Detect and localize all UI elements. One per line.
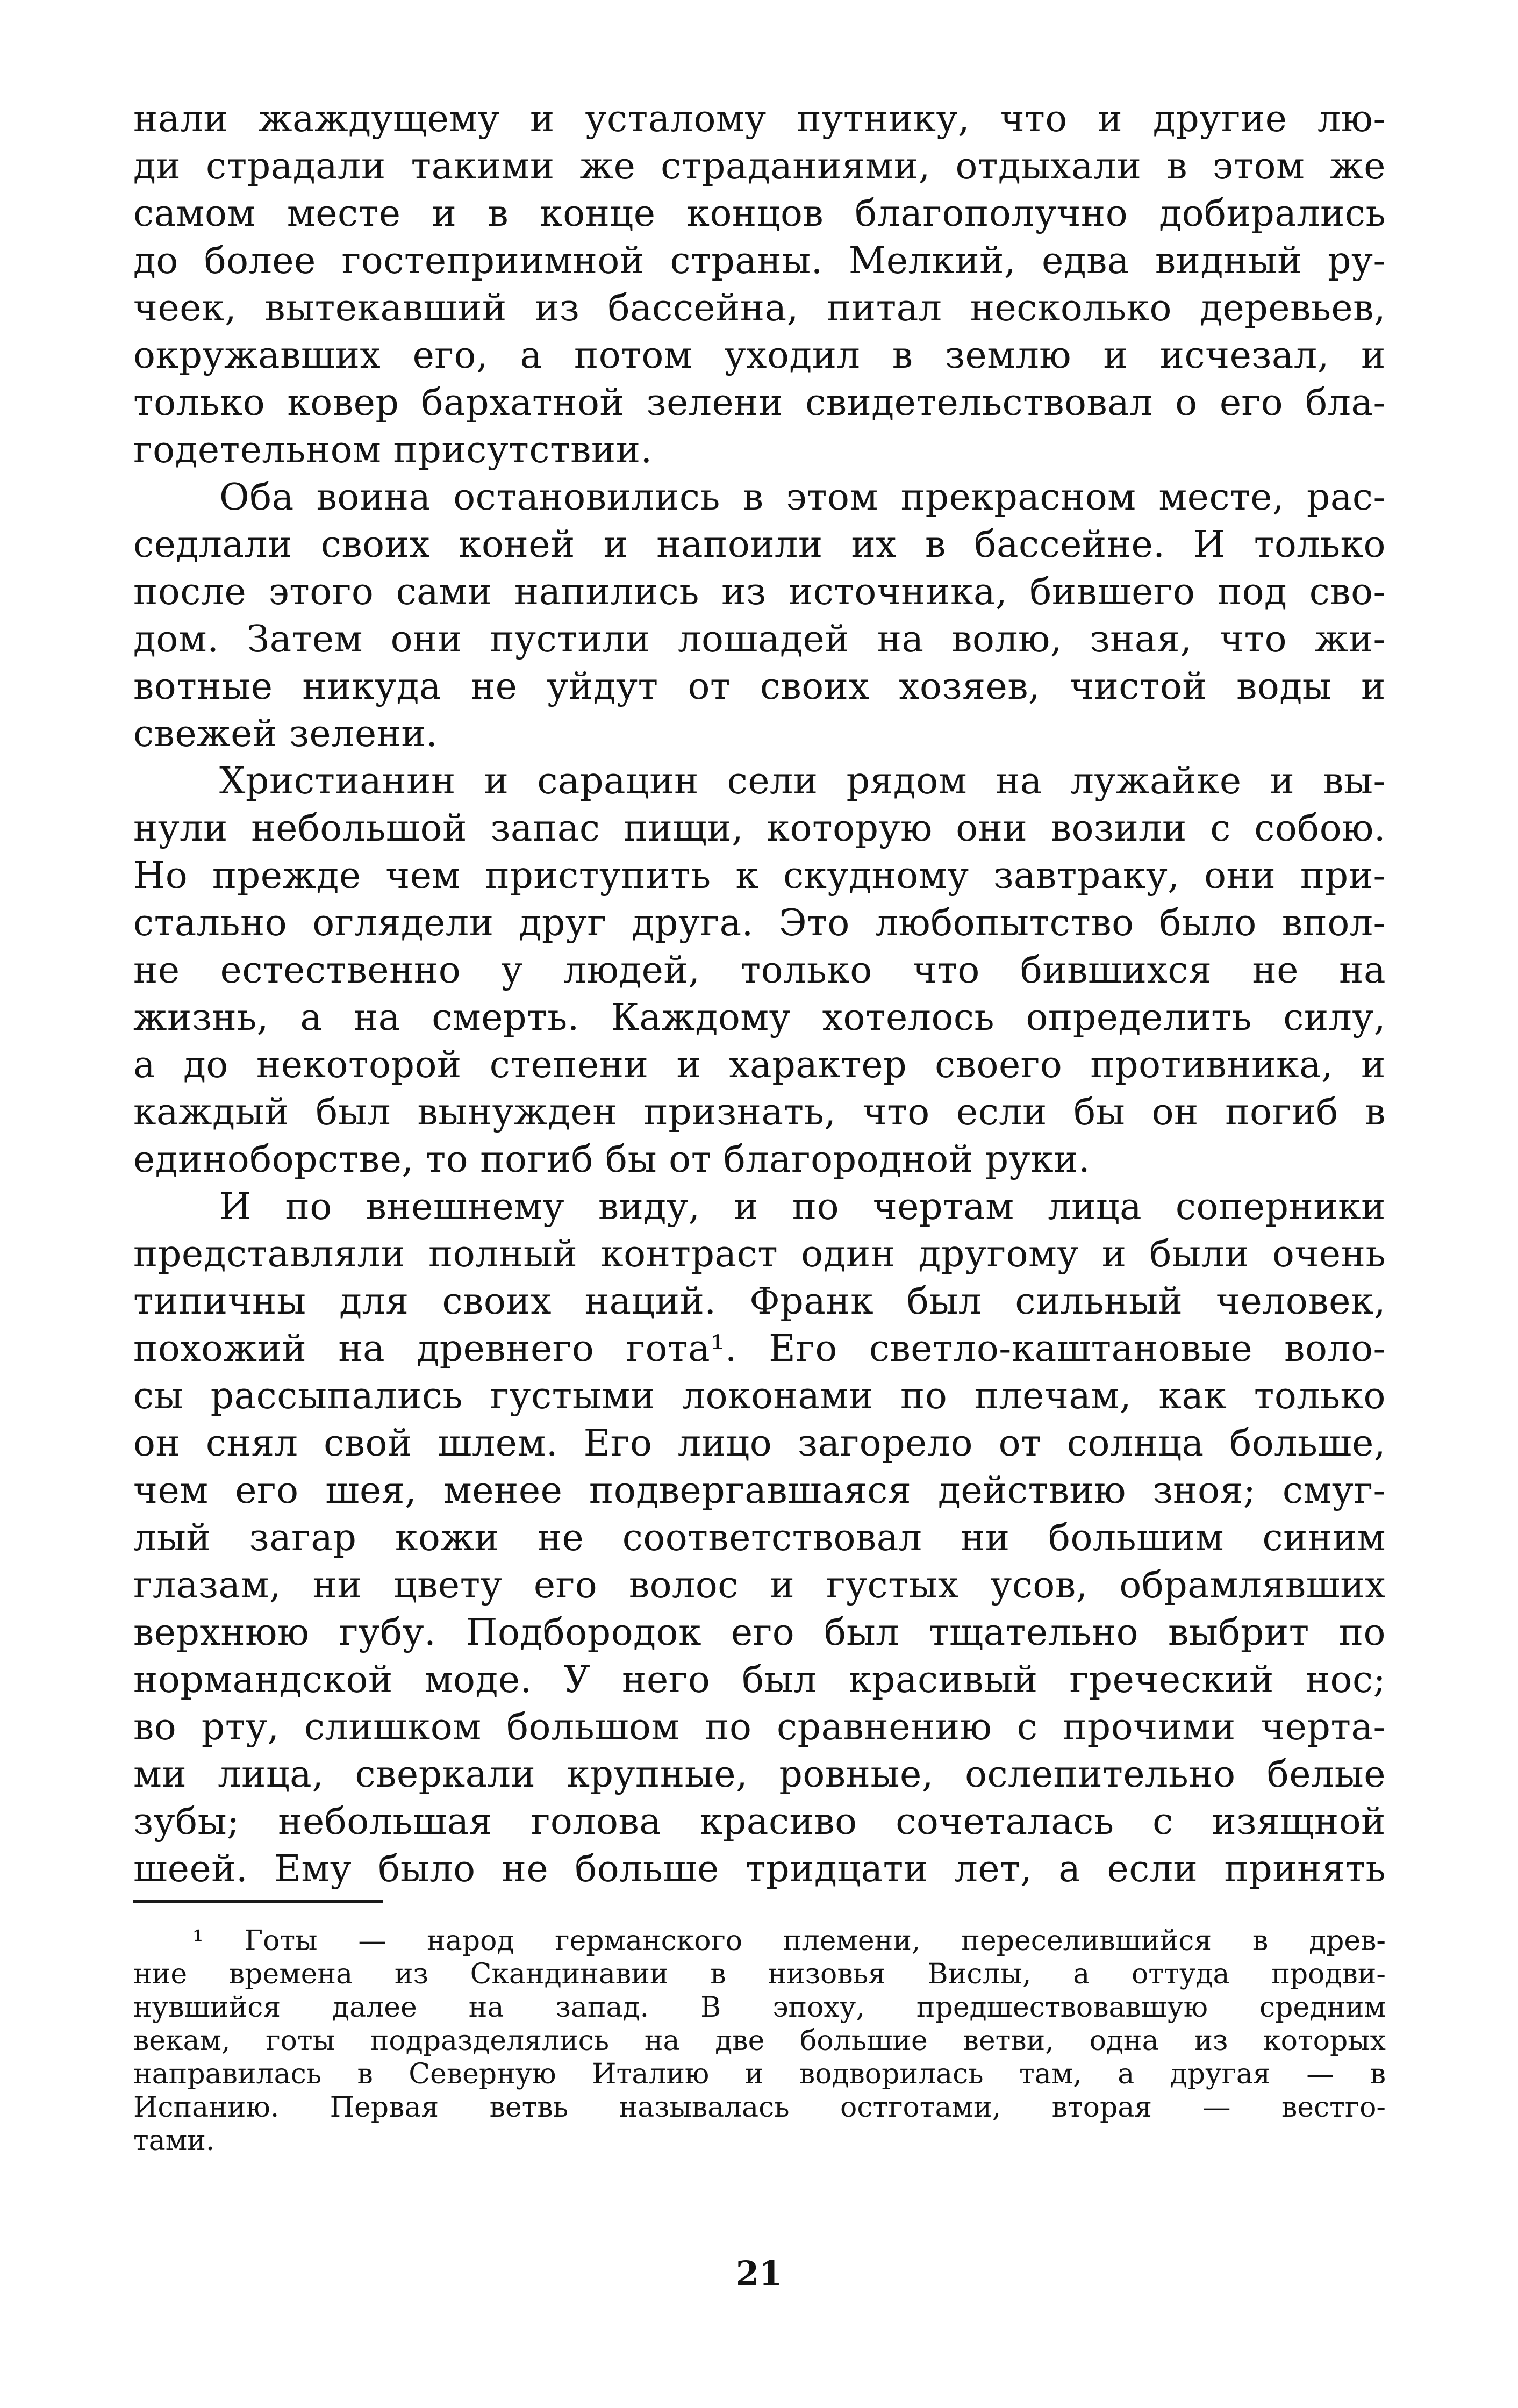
text-line: он снял свой шлем. Его лицо загорело от солнца больше,: [133, 1422, 1386, 1465]
text-line: каждый был вынужден признать, что если бы он погиб в: [133, 1091, 1386, 1134]
text-line: нули небольшой запас пищи, которую они возили с собою.: [133, 807, 1386, 850]
text-line: верхнюю губу. Подбородок его был тщательно выбрит по: [133, 1611, 1386, 1654]
text-line: вотные никуда не уйдут от своих хозяев, чистой воды и: [133, 665, 1386, 708]
footnote-line: ние времена из Скандинавии в низовья Вислы, а оттуда продви-: [133, 1958, 1386, 1990]
text-line: ми лица, сверкали крупные, ровные, ослепительно белые: [133, 1753, 1386, 1796]
text-line: представляли полный контраст один другому и были очень: [133, 1233, 1386, 1275]
main-text: [133, 96, 1386, 1893]
page-number: 21: [735, 2254, 783, 2293]
text-line: чем его шея, менее подвергавшаяся действию зноя; смуг-: [133, 1470, 1386, 1512]
text-line: стально оглядели друг друга. Это любопытство было впол-: [133, 902, 1386, 944]
text-line: до более гостеприимной страны. Мелкий, едва видный ру-: [133, 240, 1386, 282]
text-line: Христианин и сарацин сели рядом на лужайке и вы-: [219, 760, 1386, 802]
text-line: годетельном присутствии.: [133, 429, 653, 471]
text-line: лый загар кожи не соответствовал ни большим синим: [133, 1517, 1386, 1559]
footnote-line: тами.: [133, 2125, 215, 2157]
text-line: типичны для своих наций. Франк был сильный человек,: [133, 1280, 1386, 1323]
text-line: зубы; небольшая голова красиво сочеталась с изящной: [133, 1801, 1386, 1843]
text-line: похожий на древнего гота¹. Его светло-каштановые воло-: [133, 1328, 1386, 1370]
text-line: не естественно у людей, только что бившихся не на: [133, 949, 1386, 992]
text-line: седлали своих коней и напоили их в бассейне. И только: [133, 524, 1386, 566]
footnote-line: направилась в Северную Италию и водворилась там, а другая — в: [133, 2058, 1386, 2090]
footnote: [133, 1924, 1386, 2158]
text-line: чеек, вытекавший из бассейна, питал несколько деревьев,: [133, 287, 1386, 329]
text-line: ди страдали такими же страданиями, отдыхали в этом же: [133, 145, 1386, 188]
text-line: глазам, ни цвету его волос и густых усов, обрамлявших: [133, 1564, 1386, 1607]
text-line: нали жаждущему и усталому путнику, что и другие лю-: [133, 98, 1386, 140]
text-line: Но прежде чем приступить к скудному завтраку, они при-: [133, 855, 1386, 897]
text-line: дом. Затем они пустили лошадей на волю, зная, что жи-: [133, 618, 1386, 661]
text-line: Оба воина остановились в этом прекрасном месте, рас-: [219, 476, 1386, 519]
text-line: единоборстве, то погиб бы от благородной руки.: [133, 1138, 1091, 1181]
footnote-line: векам, готы подразделялись на две большие ветви, одна из которых: [133, 2025, 1386, 2057]
text-line: сы рассыпались густыми локонами по плечам, как только: [133, 1375, 1386, 1417]
text-line: а до некоторой степени и характер своего противника, и: [133, 1044, 1386, 1086]
text-line: И по внешнему виду, и по чертам лица соперники: [219, 1186, 1386, 1228]
footnote-line: ¹ Готы — народ германского племени, переселившийся в древ-: [192, 1925, 1386, 1957]
text-line: окружавших его, а потом уходил в землю и исчезал, и: [133, 334, 1386, 377]
text-line: во рту, слишком большом по сравнению с прочими черта-: [133, 1706, 1386, 1748]
text-line: нормандской моде. У него был красивый греческий нос;: [133, 1659, 1386, 1701]
text-line: свежей зелени.: [133, 713, 438, 755]
text-line: после этого сами напились из источника, бившего под сво-: [133, 571, 1386, 613]
footnote-line: нувшийся далее на запад. В эпоху, предшествовавшую средним: [133, 1991, 1386, 2024]
text-line: жизнь, а на смерть. Каждому хотелось определить силу,: [133, 997, 1386, 1039]
text-line: шеей. Ему было не больше тридцати лет, а если принять: [133, 1848, 1386, 1890]
footnote-divider: [133, 1900, 383, 1903]
footnote-line: Испанию. Первая ветвь называлась остготами, вторая — вестго-: [133, 2091, 1386, 2124]
text-line: самом месте и в конце концов благополучно добирались: [133, 192, 1386, 235]
text-line: только ковер бархатной зелени свидетельствовал о его бла-: [133, 382, 1386, 424]
